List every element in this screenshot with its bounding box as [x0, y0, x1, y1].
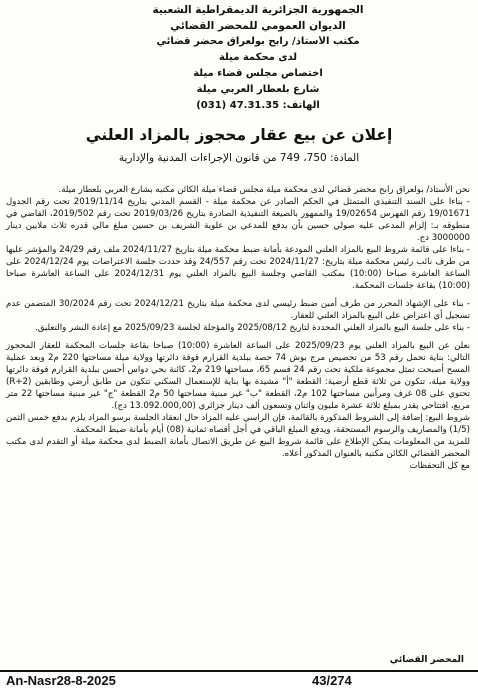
- paragraph-sale-conditions-list: - بناءا على قائمة شروط البيع بالمزاد العلني المودعة بأمانة ضبط محكمة ميلة بتاريخ 2024/11/27 ملف رقم 24/29 والمؤشر عليها من طرف نائب رئيس محكمة ميلة بتاريخ: 2024/11/27 تحت رقم 24/557 وقد حددت جلسة الاعتراضات يوم 2024/12/24 على الساعة العاشرة صباحا (10:00) بمكتب القاضي وجلسة البيع بالمزاد العلني يوم 2024/12/31 على الساعة العاشرة صباحا (10:00) بقاعة جلسات المحكمة.: [6, 245, 470, 291]
- notice-subtitle: المادة: 750، 749 من قانون الإجراءات المدنية والإدارية: [118, 152, 360, 164]
- header-line-1: الجمهورية الجزائرية الديمقراطية الشعبية: [152, 4, 364, 16]
- notice-body: [6, 184, 470, 472]
- paragraph-certificate: - بناء على الإشهاد المحرر من طرف أمين ضبط رئيسي لدى محكمة ميلة بتاريخ 2024/12/21 تحت رقم 30/2024 المتضمن عدم تسجيل أي اعتراض على البيع بالمزاد العلني للعقار.: [6, 299, 470, 321]
- header-line-5: اختصاص مجلس قضاء ميلة: [193, 68, 323, 79]
- header-line-4: لدى محكمة ميلة: [218, 52, 298, 63]
- paragraph-intro: نحن الأستاذ/ بولعراق رابح محضر قضائي لدى محكمة ميلة مجلس قضاء ميلة الكائن مكتبه بشارع العربي بلعطار ميلة.: [58, 185, 470, 195]
- page-reference: 43/274: [312, 673, 352, 688]
- notice-title: إعلان عن بيع عقار محجوز بالمزاد العلني: [85, 126, 393, 144]
- paragraph-sale-terms: شروط البيع: إضافة إلى الشروط المذكورة بالقائمة، فإن الراسي عليه المزاد حال انعقاد الجلسة برسو المزاد يلزم بدفع خمس الثمن (1/5) والمصاريف والرسوم المستحقة، ويدفع المبلغ الباقي في أجل أقصاه ثمانية (08) أيام بأمانة ضبط المحكمة.: [6, 413, 470, 435]
- paragraph-more-info: للمزيد من المعلومات يمكن الإطلاع على قائمة شروط البيع عن طريق الاتصال بأمانة الضبط لدى محكمة ميلة أو التقدم لدى مكتب المحضر القضائي الكائن مكتبه بالعنوان المذكور أعلاه.: [6, 437, 470, 459]
- signature-label: المحضر القضائي: [389, 655, 464, 665]
- header-line-3: مكتب الأستاذ/ رابح بولعراق محضر قضائي: [156, 36, 360, 47]
- header-line-7: الهاتف: 47.31.35 (031): [196, 100, 320, 111]
- footer-bar: [0, 670, 478, 690]
- paragraph-property-description: نعلن عن البيع بالمزاد العلني يوم 2025/09/23 على الساعة العاشرة (10:00) صباحا بقاعة جلسات المحكمة للعقار المحجوز التالي: بناية تحمل رقم 53 من تحصيص مرج بوش 74 حصة ببلدية القرارم قوقة دائرتها وولاية ميلة مساحتها 220 م2 وبعد عملية المسح أصبحت تمثل مجموعة ملكية تحت رقم 24 قسم 65، مساحتها 219 م2، كائنة بحي دواس أحسن ببلدية القرارم قوقة دائرتها وولاية ميلة، تتكون من ثلاثة قطع أرضية: القطعة "أ" مشيدة بها بناية للإستعمال السكني تتكون من طابق أرضي وطابقين (R+2) تحتوي على 08 غرف ومرأبين مساحتها 102 م2، القطعة "ب" غير مبنية مساحتها 50 م2 القطعة "ج" غير مبنية مساحتها 22 متر مربع، افتتاحي يقدر بمبلغ ثلاثة عشرة مليون واثنان وتسعون ألف دينار جزائري (13.092.000,00 دج).: [6, 341, 470, 411]
- newspaper-date: An-Nasr28-8-2025: [6, 673, 116, 688]
- header-line-2: الديوان العمومي للمحضر القضائي: [170, 20, 346, 32]
- paragraph-reservations: مع كل التحفظات: [409, 461, 470, 471]
- paragraph-session-postponed: - بناء على جلسة البيع بالمزاد العلني المحددة لتاريخ 2025/08/12 والمؤجلة لجلسة 2025/09/23 مع إعادة النشر والتعليق.: [35, 323, 470, 333]
- paragraph-executive-title: - بناءا على السند التنفيذي المتمثل في الحكم الصادر عن محكمة ميلة - القسم المدني بتاريخ 2019/11/14 تحت رقم الجدول 19/01671 رقم الفهرس 19/02654 والممهور بالصيغة التنفيذية الصادرة بتاريخ 2019/03/26 تحت رقم 2019/502، القاضي في منطوقه بـ: إلزام المدعى عليه صولي حسين بأن يدفع للمدعي بن علوية الشريف بن حسين مبلغ مالي قدره ثلاث ملايين دينار 3000000 دج.: [6, 197, 470, 243]
- header-line-6: شارع بلعطار العربي ميلة: [196, 84, 320, 95]
